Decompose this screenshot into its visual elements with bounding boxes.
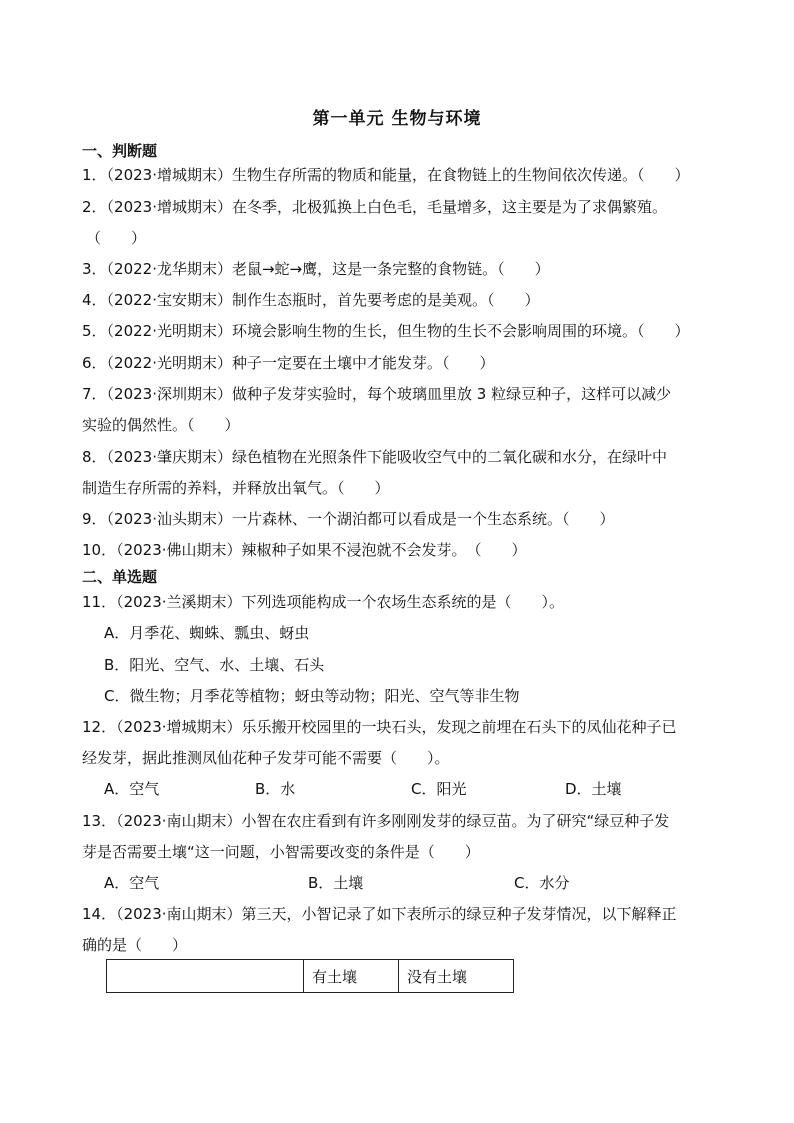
question-2-continued: （ ） [86,229,147,247]
question-11-option-a: A．月季花、蜘蛛、瓢虫、蚜虫 [104,624,310,642]
question-2: 2．（2023·增城期末）在冬季，北极狐换上白色毛，毛量增多，这主要是为了求偶繁殖。 [82,198,667,216]
question-1: 1．（2023·增城期末）生物生存所需的物质和能量，在食物链上的生物间依次传递。（ ） [82,166,690,184]
question-11-option-b: B．阳光、空气、水、土壤、石头 [104,656,325,674]
section-heading-judge: 一、判断题 [82,142,158,160]
question-4: 4．（2022·宝安期末）制作生态瓶时，首先要考虑的是美观。（ ） [82,291,540,309]
question-10: 10．（2023·佛山期末）辣椒种子如果不浸泡就不会发芽。 （ ） [82,541,527,559]
question-12-option-b: B．水 [255,780,296,798]
question-12-option-d: D．土壤 [565,780,622,798]
question-13-option-a: A．空气 [104,874,160,892]
question-6: 6．（2022·光明期末）种子一定要在土壤中才能发芽。（ ） [82,354,495,372]
section-heading-single-choice: 二、单选题 [82,568,158,586]
germination-table [106,959,514,993]
question-11: 11．（2023·兰溪期末）下列选项能构成一个农场生态系统的是（ ）。 [82,593,565,611]
question-12-continued: 经发芽，据此推测凤仙花种子发芽可能不需要（ ）。 [82,749,450,767]
question-7: 7．（2023·深圳期末）做种子发芽实验时，每个玻璃皿里放 3 粒绿豆种子，这样可以减少 [82,385,672,403]
question-11-option-c: C．微生物；月季花等植物；蚜虫等动物；阳光、空气等非生物 [104,687,520,705]
question-12-option-a: A．空气 [104,780,160,798]
question-13-option-c: C．水分 [514,874,570,892]
question-3: 3．（2022·龙华期末）老鼠→蛇→鹰，这是一条完整的食物链。（ ） [82,260,550,278]
question-12-option-c: C．阳光 [411,780,467,798]
question-14: 14．（2023·南山期末）第三天，小智记录了如下表所示的绿豆种子发芽情况，以下解释正 [82,905,677,923]
question-8: 8．（2023·肇庆期末）绿色植物在光照条件下能吸收空气中的二氧化碳和水分，在绿叶中 [82,448,667,466]
question-9: 9．（2023·汕头期末）一片森林、一个湖泊都可以看成是一个生态系统。（ ） [82,510,615,528]
table-header-with-soil: 有土壤 [304,960,399,993]
question-13: 13．（2023·南山期末）小智在农庄看到有许多刚刚发芽的绿豆苗。为了研究“绿豆种子发 [82,812,670,830]
question-14-continued: 确的是（ ） [82,936,188,954]
question-12: 12．（2023·增城期末）乐乐搬开校园里的一块石头，发现之前埋在石头下的凤仙花种子已 [82,718,677,736]
question-13-option-b: B．土壤 [308,874,364,892]
question-7-continued: 实验的偶然性。（ ） [82,416,240,434]
question-8-continued: 制造生存所需的养料，并释放出氧气。（ ） [82,479,390,497]
page-title: 第一单元 生物与环境 [312,109,482,129]
table-header-row [107,960,514,993]
question-5: 5．（2022·光明期末）环境会影响生物的生长，但生物的生长不会影响周围的环境。（ ） [82,322,690,340]
table-header-without-soil: 没有土壤 [399,960,514,993]
table-header-blank [107,960,304,993]
question-13-continued: 芽是否需要土壤“这一问题，小智需要改变的条件是（ ） [82,843,480,861]
